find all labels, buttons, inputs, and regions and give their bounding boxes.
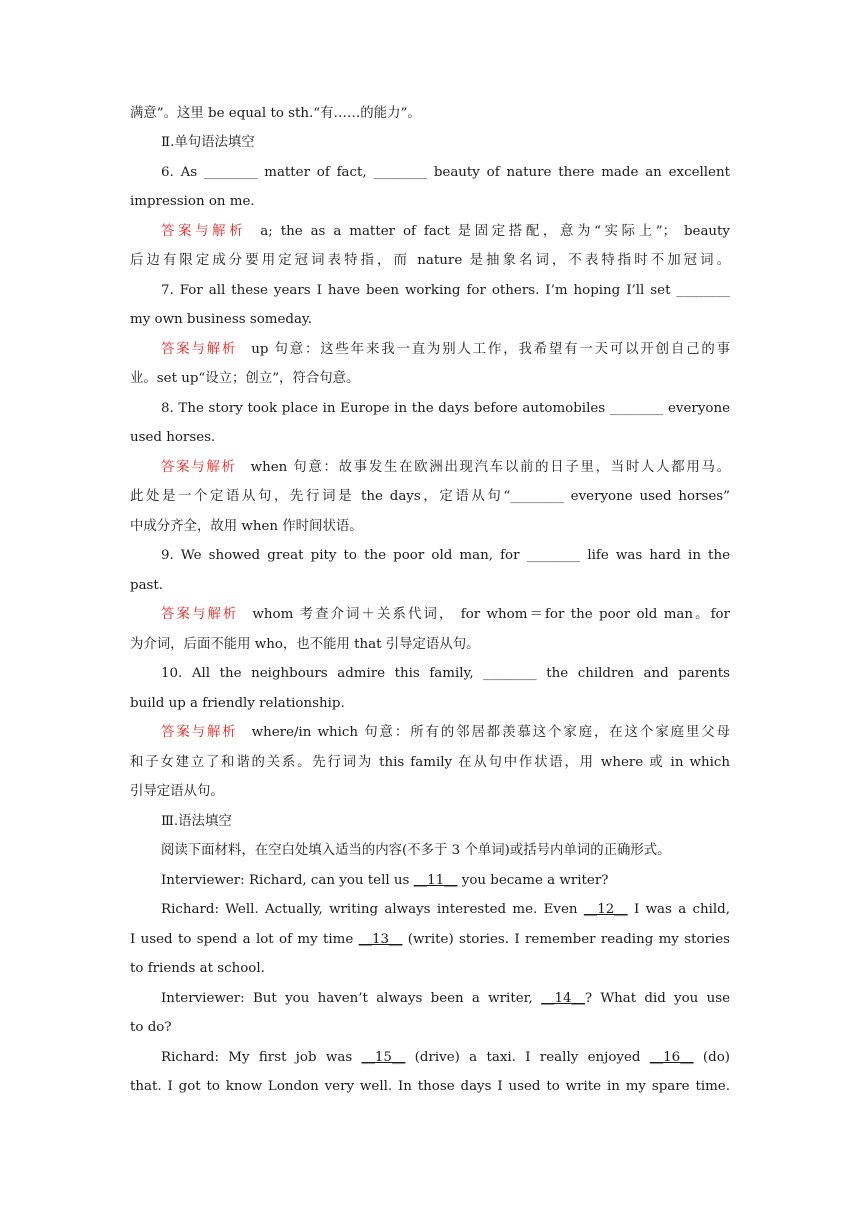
question-line: 6. As ________ matter of fact, ________ beauty of nature there made an excellent — [161, 165, 730, 180]
blank-13: __13__ — [358, 932, 403, 947]
passage-line: to friends at school. — [130, 961, 265, 976]
question-line: 8. The story took place in Europe in the days before automobiles ________ everyone — [161, 401, 730, 416]
blank-15: __15__ — [361, 1050, 406, 1065]
passage-line: I used to spend a lot of my time __13__ (write) stories. I remember reading my stories — [130, 932, 730, 947]
answer-label: 答案与解析 — [161, 342, 238, 357]
passage-line: to do? — [130, 1020, 172, 1035]
question-line: 7. For all these years I have been working for others. I’m hoping I’ll set ________ — [161, 283, 730, 298]
blank-12: __12__ — [583, 902, 628, 917]
question-line: past. — [130, 578, 164, 593]
question-line: 9. We showed great pity to the poor old man, for ________ life was hard in the — [161, 548, 730, 563]
answer-line: 此处是一个定语从句，先行词是 the days，定语从句“________ everyone used horses” — [130, 489, 730, 504]
answer-line: 答案与解析 up 句意：这些年来我一直为别人工作，我希望有一天可以开创自己的事 — [161, 342, 730, 357]
section-heading: Ⅲ.语法填空 — [161, 814, 232, 829]
question-line: used horses. — [130, 430, 216, 445]
answer-line: 答案与解析 where/in which 句意：所有的邻居都羡慕这个家庭，在这个家庭里父母 — [161, 725, 730, 740]
passage-line: Richard: My first job was __15__ (drive) a taxi. I really enjoyed __16__ (do) — [161, 1050, 730, 1065]
question-line: 10. All the neighbours admire this family, ________ the children and parents — [161, 666, 730, 681]
instruction-line: 阅读下面材料，在空白处填入适当的内容(不多于 3 个单词)或括号内单词的正确形式。 — [161, 843, 671, 858]
blank-16: __16__ — [649, 1050, 694, 1065]
question-line: impression on me. — [130, 194, 255, 209]
answer-line: 业。set up“设立；创立”，符合句意。 — [130, 371, 360, 386]
section-heading: Ⅱ.单句语法填空 — [161, 135, 255, 150]
answer-label: 答案与解析 — [161, 607, 239, 622]
answer-label: 答案与解析 — [161, 224, 247, 239]
answer-line: 中成分齐全，故用 when 作时间状语。 — [130, 519, 363, 534]
passage-line: that. I got to know London very well. In those days I used to write in my spare time. — [130, 1079, 730, 1094]
answer-label: 答案与解析 — [161, 725, 238, 740]
answer-line: 答案与解析 a; the as a matter of fact 是固定搭配，意为“实际上”； beauty — [161, 224, 730, 239]
answer-line: 后边有限定成分要用定冠词表特指，而 nature 是抽象名词，不表特指时不加冠词。 — [130, 253, 730, 268]
blank-11: __11__ — [413, 873, 458, 888]
answer-line: 和子女建立了和谐的关系。先行词为 this family 在从句中作状语，用 where 或 in which — [130, 755, 730, 770]
blank-14: __14__ — [541, 991, 585, 1006]
passage-line: Interviewer: But you haven’t always been a writer, __14__? What did you use — [161, 991, 730, 1006]
question-line: my own business someday. — [130, 312, 312, 327]
text-line: 满意”。这里 be equal to sth.“有……的能力”。 — [130, 106, 421, 121]
answer-line: 答案与解析 whom 考查介词＋关系代词， for whom＝for the poor old man。for — [161, 607, 730, 622]
question-line: build up a friendly relationship. — [130, 696, 345, 711]
passage-line: Interviewer: Richard, can you tell us __11__ you became a writer? — [161, 873, 609, 888]
answer-line: 为介词，后面不能用 who，也不能用 that 引导定语从句。 — [130, 637, 480, 652]
passage-line: Richard: Well. Actually, writing always interested me. Even __12__ I was a child, — [161, 902, 730, 917]
answer-line: 答案与解析 when 句意：故事发生在欧洲出现汽车以前的日子里，当时人人都用马。 — [161, 460, 730, 475]
answer-label: 答案与解析 — [161, 460, 237, 475]
answer-line: 引导定语从句。 — [130, 784, 224, 799]
